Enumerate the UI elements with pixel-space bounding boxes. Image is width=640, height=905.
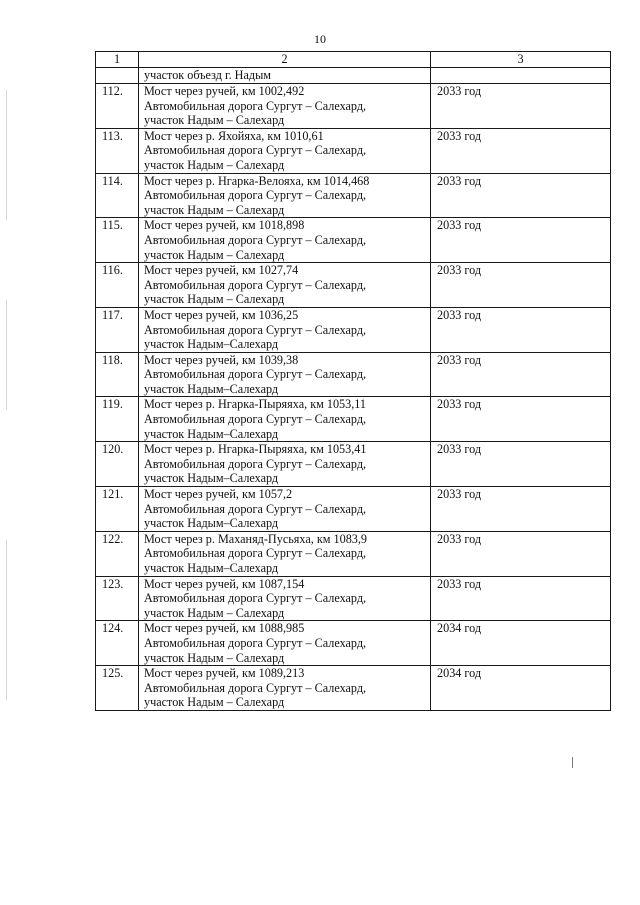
row-description-line2: Автомобильная дорога Сургут – Салехард,	[144, 680, 367, 695]
row-year: 2033 год	[431, 173, 611, 218]
table-row	[96, 531, 611, 576]
row-description-line3: участок Надым – Салехард	[144, 695, 285, 710]
row-description	[139, 84, 431, 129]
row-year: 2033 год	[431, 307, 611, 352]
table-row	[96, 397, 611, 442]
row-description-line2: Автомобильная дорога Сургут – Салехард,	[144, 143, 367, 158]
row-number: 115.	[96, 218, 139, 263]
table-row-continuation	[96, 68, 611, 84]
row-year: 2033 год	[431, 218, 611, 263]
row-description-line2: Автомобильная дорога Сургут – Салехард,	[144, 412, 367, 427]
table-row	[96, 128, 611, 173]
row-number: 124.	[96, 621, 139, 666]
row-description	[139, 263, 431, 308]
table-row	[96, 487, 611, 532]
row-description	[139, 128, 431, 173]
row-description-line2: Автомобильная дорога Сургут – Салехард,	[144, 322, 367, 337]
row-number: 118.	[96, 352, 139, 397]
row-description: участок объезд г. Надым	[139, 68, 431, 84]
table-body	[96, 68, 611, 711]
row-year: 2033 год	[431, 442, 611, 487]
row-description-line3: участок Надым – Салехард	[144, 605, 285, 620]
row-description-line1: Мост через ручей, км 1027,74	[144, 263, 299, 278]
row-description-line3: участок Надым–Салехард	[144, 471, 279, 486]
row-description-line2: Автомобильная дорога Сургут – Салехард,	[144, 546, 367, 561]
row-description-line2: Автомобильная дорога Сургут – Салехард,	[144, 98, 367, 113]
row-year: 2033 год	[431, 128, 611, 173]
row-year: 2034 год	[431, 666, 611, 711]
table-row	[96, 621, 611, 666]
table-row	[96, 218, 611, 263]
row-year: 2033 год	[431, 487, 611, 532]
table-row	[96, 84, 611, 129]
row-description	[139, 352, 431, 397]
row-description-line3: участок Надым–Салехард	[144, 381, 279, 396]
row-description-line2: Автомобильная дорога Сургут – Салехард,	[144, 501, 367, 516]
row-description-line1: Мост через р. Нгарка-Велояха, км 1014,468	[144, 173, 370, 188]
scan-edge-line	[6, 300, 7, 410]
row-description-line3: участок Надым–Салехард	[144, 426, 279, 441]
row-description	[139, 621, 431, 666]
row-description-line2: Автомобильная дорога Сургут – Салехард,	[144, 232, 367, 247]
row-number: 123.	[96, 576, 139, 621]
row-description-line2: Автомобильная дорога Сургут – Салехард,	[144, 591, 367, 606]
row-description-line2: Автомобильная дорога Сургут – Салехард,	[144, 635, 367, 650]
table-row	[96, 352, 611, 397]
row-number	[96, 68, 139, 84]
table-row	[96, 666, 611, 711]
row-description-line1: Мост через ручей, км 1089,213	[144, 666, 305, 681]
scan-edge-line	[6, 540, 7, 700]
row-description-line2: Автомобильная дорога Сургут – Салехард,	[144, 367, 367, 382]
row-year: 2033 год	[431, 84, 611, 129]
margin-mark	[572, 757, 573, 768]
scan-edge-line	[6, 90, 7, 220]
row-number: 121.	[96, 487, 139, 532]
row-description	[139, 307, 431, 352]
row-description	[139, 666, 431, 711]
row-description-line1: Мост через ручей, км 1087,154	[144, 576, 305, 591]
row-description-line3: участок Надым – Салехард	[144, 113, 285, 128]
row-description-line1: Мост через р. Нгарка-Пыряяха, км 1053,11	[144, 397, 367, 412]
row-description-line1: Мост через р. Яхойяха, км 1010,61	[144, 128, 324, 143]
row-year	[431, 68, 611, 84]
row-description-line1: Мост через ручей, км 1057,2	[144, 487, 293, 502]
row-description-line3: участок Надым–Салехард	[144, 561, 279, 575]
row-description-line2: Автомобильная дорога Сургут – Салехард,	[144, 277, 367, 292]
header-col-2: 2	[139, 52, 431, 68]
row-number: 117.	[96, 307, 139, 352]
table-row	[96, 173, 611, 218]
row-number: 116.	[96, 263, 139, 308]
row-description-line3: участок Надым – Салехард	[144, 202, 285, 217]
row-description-line3: участок Надым–Салехард	[144, 337, 279, 352]
row-description-line2: Автомобильная дорога Сургут – Салехард,	[144, 456, 367, 471]
row-description-line1: Мост через ручей, км 1036,25	[144, 307, 299, 322]
row-year: 2034 год	[431, 621, 611, 666]
row-description	[139, 487, 431, 532]
header-col-3: 3	[431, 52, 611, 68]
table-row	[96, 263, 611, 308]
row-year: 2033 год	[431, 531, 611, 576]
row-description-line3: участок Надым – Салехард	[144, 247, 285, 262]
row-description-line1: Мост через р. Нгарка-Пыряяха, км 1053,41	[144, 442, 367, 457]
row-description-line2: Автомобильная дорога Сургут – Салехард,	[144, 188, 367, 203]
row-year: 2033 год	[431, 576, 611, 621]
row-description	[139, 173, 431, 218]
table-header-row	[96, 52, 611, 68]
row-number: 113.	[96, 128, 139, 173]
page-number: 10	[314, 32, 326, 46]
row-description-line1: Мост через ручей, км 1018,898	[144, 218, 305, 233]
row-description-line3: участок Надым–Салехард	[144, 516, 279, 531]
row-description	[139, 442, 431, 487]
bridges-table	[95, 51, 611, 711]
row-description-line3: участок Надым – Салехард	[144, 292, 285, 307]
row-year: 2033 год	[431, 352, 611, 397]
row-description	[139, 576, 431, 621]
row-description-line1: Мост через ручей, км 1088,985	[144, 621, 305, 636]
row-number: 119.	[96, 397, 139, 442]
row-number: 112.	[96, 84, 139, 129]
row-description-line3: участок Надым – Салехард	[144, 650, 285, 665]
row-number: 114.	[96, 173, 139, 218]
table-row	[96, 307, 611, 352]
row-year: 2033 год	[431, 397, 611, 442]
row-description	[139, 397, 431, 442]
row-number: 120.	[96, 442, 139, 487]
row-description-line3: участок Надым – Салехард	[144, 157, 285, 172]
row-year: 2033 год	[431, 263, 611, 308]
row-description-line1: Мост через ручей, км 1039,38	[144, 352, 299, 367]
row-number: 122.	[96, 531, 139, 576]
table-row	[96, 442, 611, 487]
row-description-line1: Мост через ручей, км 1002,492	[144, 84, 305, 98]
row-number: 125.	[96, 666, 139, 711]
row-description-line1: Мост через р. Маханяд-Пусьяха, км 1083,9	[144, 531, 368, 546]
table-row	[96, 576, 611, 621]
header-col-1: 1	[96, 52, 139, 68]
row-description	[139, 218, 431, 263]
row-description	[139, 531, 431, 576]
